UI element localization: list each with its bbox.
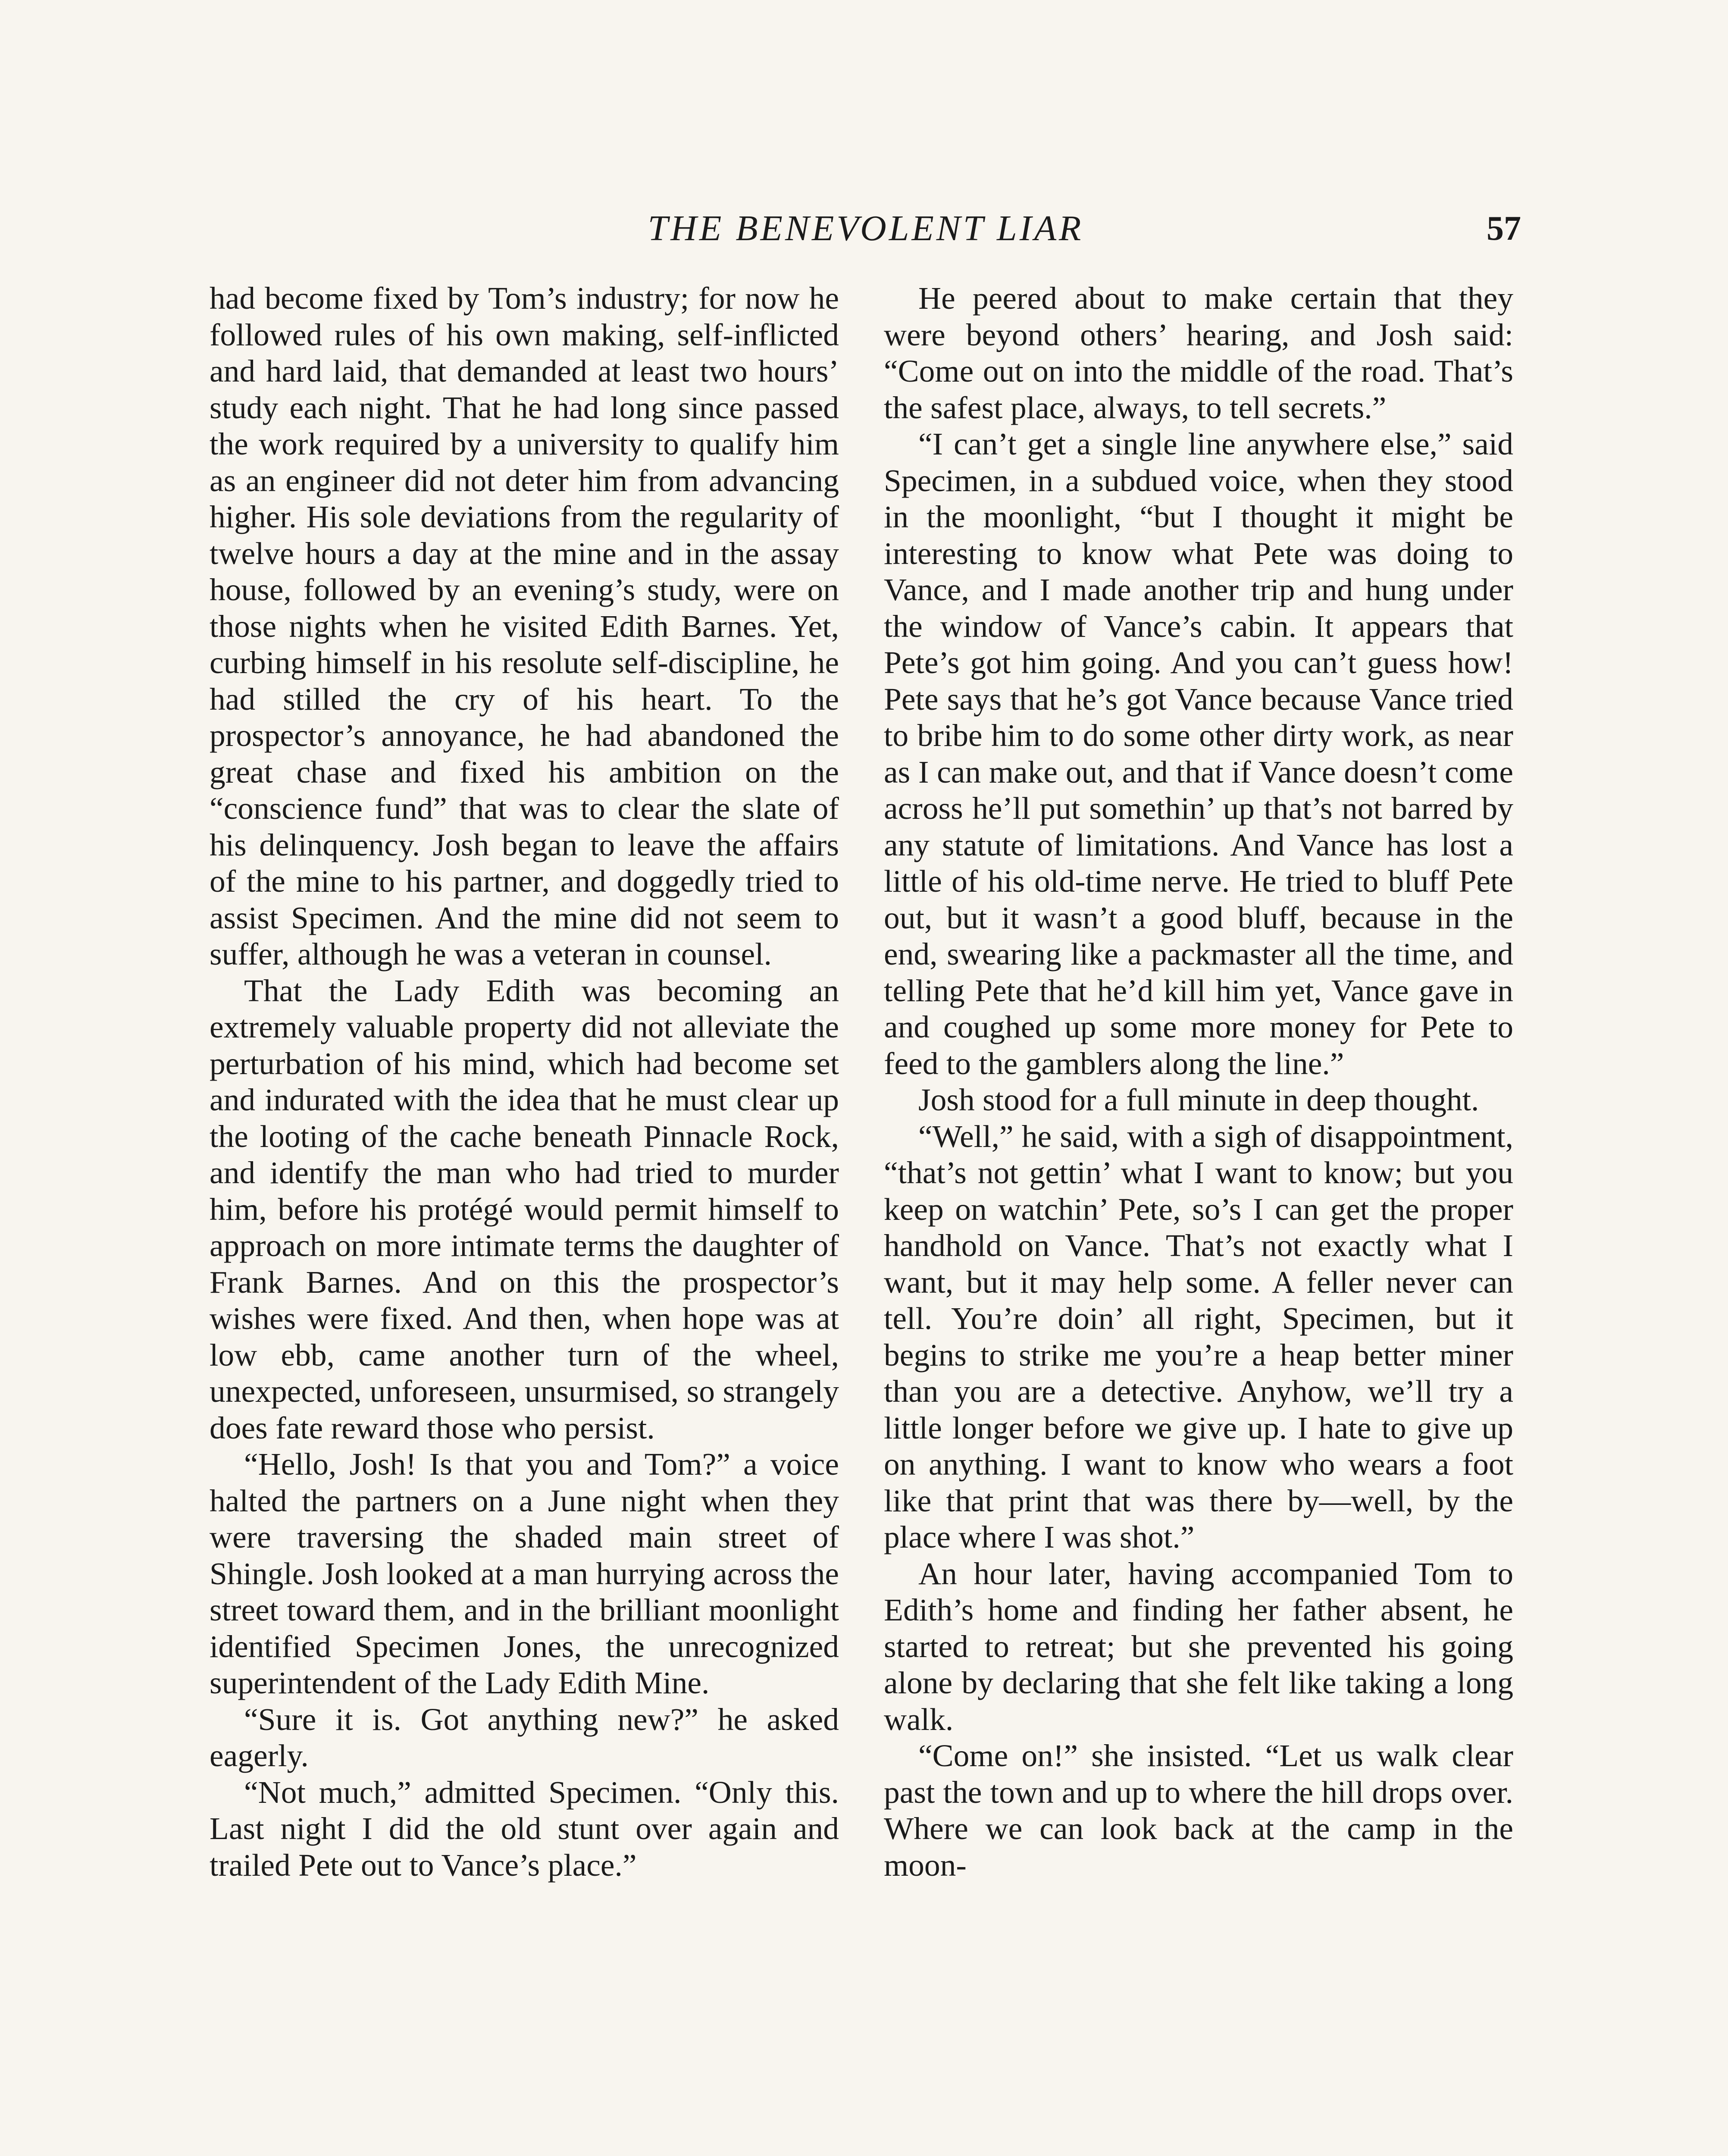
running-title: THE BENEVOLENT LIAR	[648, 208, 1084, 248]
paragraph: “Not much,” admitted Specimen. “Only this. Last night I did the old stunt over again and trailed Pete out to Vance’s place.”	[210, 1774, 839, 1883]
paragraph: He peered about to make certain that they were beyond others’ hearing, and Josh said: “Come out on into the middle of the road. That’s the safest place, always, to tell secrets.”	[884, 281, 1513, 425]
right-text-column	[884, 280, 1513, 1883]
paragraph: had become fixed by Tom’s industry; for now he followed rules of his own making, self-inflicted and hard laid, that demanded at least two hours’ study each night. That he had long since passed the work required by a university to qualify him as an engineer did not deter him from advancing higher. His sole deviations from the regularity of twelve hours a day at the mine and in the assay house, followed by an evening’s study, were on those nights when he visited Edith Barnes. Yet, curbing himself in his resolute self-discipline, he had stilled the cry of his heart. To the prospector’s annoyance, he had abandoned the great chase and fixed his ambition on the “conscience fund” that was to clear the slate of his delinquency. Josh began to leave the affairs of the mine to his partner, and doggedly tried to assist Specimen. And the mine did not seem to suffer, although he was a veteran in counsel.	[210, 281, 839, 971]
paragraph: Josh stood for a full minute in deep thought.	[918, 1082, 1479, 1117]
paragraph: That the Lady Edith was becoming an extremely valuable property did not alleviate the perturbation of his mind, which had become set and indurated with the idea that he must clear up the looting of the cache beneath Pinnacle Rock, and identify the man who had tried to murder him, before his protégé would permit himself to approach on more intimate terms the daughter of Frank Barnes. And on this the prospector’s wishes were fixed. And then, when hope was at low ebb, came another turn of the wheel, unexpected, unforeseen, unsurmised, so strangely does fate reward those who persist.	[210, 973, 839, 1445]
paragraph: “Hello, Josh! Is that you and Tom?” a voice halted the partners on a June night when they were traversing the shaded main street of Shingle. Josh looked at a man hurrying across the street toward them, and in the brilliant moonlight identified Specimen Jones, the unrecognized superintendent of the Lady Edith Mine.	[210, 1447, 839, 1700]
paragraph: An hour later, having accompanied Tom to Edith’s home and finding her father absent, he started to retreat; but she prevented his going alone by declaring that she felt like taking a long walk.	[884, 1556, 1513, 1737]
paragraph: “Well,” he said, with a sigh of disappointment, “that’s not gettin’ what I want to know; but you keep on watchin’ Pete, so’s I can get the proper handhold on Vance. That’s not exactly what I want, but it may help some. A feller never can tell. You’re doin’ all right, Specimen, but it begins to strike me you’re a heap better miner than you are a detective. Anyhow, we’ll try a little longer before we give up. I hate to give up on anything. I want to know who wears a foot like that print that was there by—well, by the place where I was shot.”	[884, 1119, 1513, 1554]
paragraph: “I can’t get a single line anywhere else,” said Specimen, in a subdued voice, when they stood in the moonlight, “but I thought it might be interesting to know what Pete was doing to Vance, and I made another trip and hung under the window of Vance’s cabin. It appears that Pete’s got him going. And you can’t guess how! Pete says that he’s got Vance because Vance tried to bribe him to do some other dirty work, as near as I can make out, and that if Vance doesn’t come across he’ll put somethin’ up that’s not barred by any statute of limitations. And Vance has lost a little of his old-time nerve. He tried to bluff Pete out, but it wasn’t a good bluff, because in the end, swearing like a packmaster all the time, and telling Pete that he’d kill him yet, Vance gave in and coughed up some more money for Pete to feed to the gamblers along the line.”	[884, 426, 1513, 1081]
paragraph: “Come on!” she insisted. “Let us walk clear past the town and up to where the hill drops over. Where we can look back at the camp in the moon-	[884, 1738, 1513, 1883]
left-text-column	[210, 280, 839, 1883]
running-head	[210, 203, 1521, 254]
page-number: 57	[1487, 210, 1521, 248]
paragraph: “Sure it is. Got anything new?” he asked eagerly.	[210, 1702, 839, 1773]
